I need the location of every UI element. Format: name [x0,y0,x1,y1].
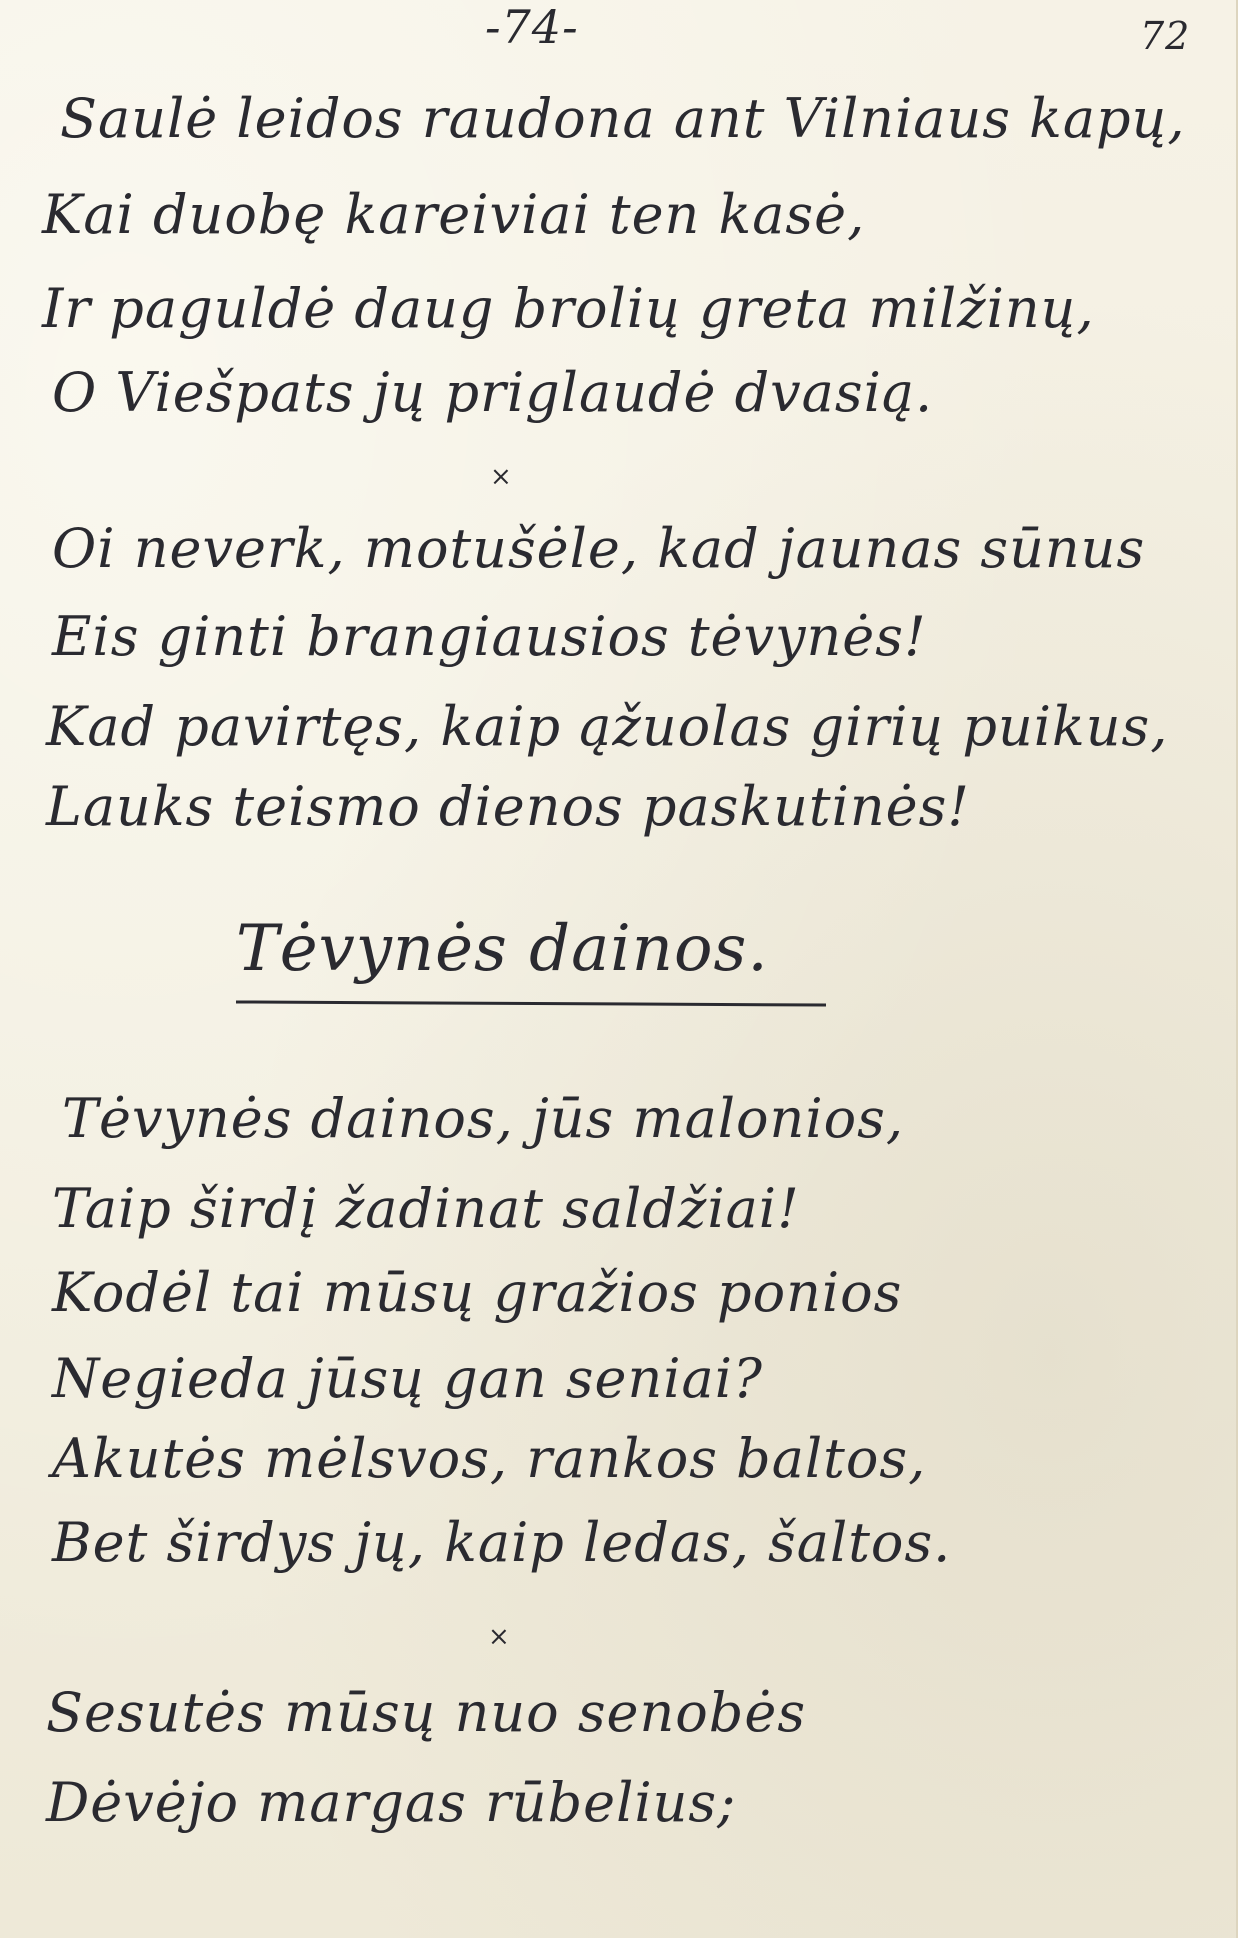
stanza-divider: × [490,462,513,492]
stanza3-line1: Tėvynės dainos, jūs malonios, [62,1087,904,1150]
stanza1-line4: O Viešpats jų priglaudė dvasią. [52,361,934,424]
stanza3-line4: Negieda jūsų gan seniai? [52,1347,763,1410]
stanza3-line5: Akutės mėlsvos, rankos baltos, [52,1427,927,1490]
stanza2-line4: Lauks teismo dienos paskutinės! [46,775,971,838]
stanza1-line1: Saulė leidos raudona ant Vilniaus kapų, [60,87,1186,150]
page-number: -74- [485,0,579,54]
stanza-divider: × [488,1622,511,1652]
stanza2-line3: Kad pavirtęs, kaip ąžuolas girių puikus, [46,695,1169,758]
stanza4-line1: Sesutės mūsų nuo senobės [46,1681,807,1744]
stanza3-line2: Taip širdį žadinat saldžiai! [52,1177,800,1240]
title-underline [236,1000,826,1006]
stanza4-line2: Dėvėjo margas rūbelius; [46,1771,737,1834]
song-title: Tėvynės dainos. [236,912,769,986]
stanza3-line6: Bet širdys jų, kaip ledas, šaltos. [52,1511,952,1574]
corner-page-number: 72 [1140,14,1191,58]
stanza1-line2: Kai duobę kareiviai ten kasė, [42,183,866,246]
stanza1-line3: Ir paguldė daug brolių greta milžinų, [42,277,1095,340]
stanza2-line1: Oi neverk, motušėle, kad jaunas sūnus [52,517,1146,580]
stanza3-line3: Kodėl tai mūsų gražios ponios [52,1261,903,1324]
stanza2-line2: Eis ginti brangiausios tėvynės! [52,605,927,668]
